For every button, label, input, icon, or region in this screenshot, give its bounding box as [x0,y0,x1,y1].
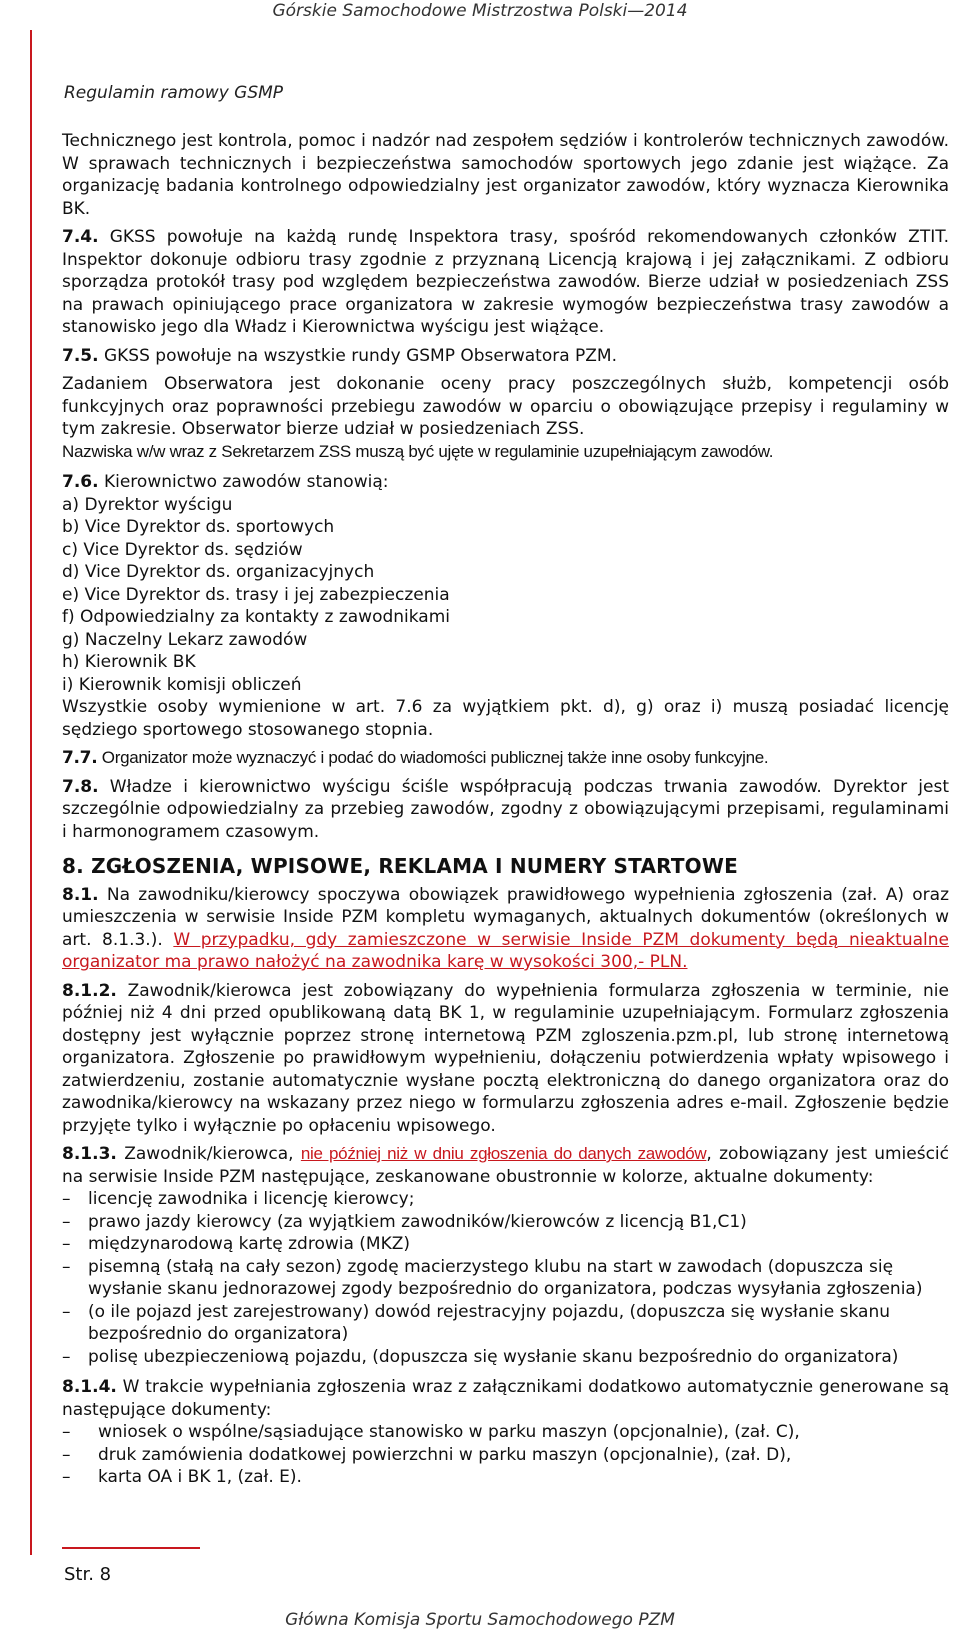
observer-paragraph: Zadaniem Obserwatora jest dokonanie oceny pracy poszczególnych służb, kompetencji osób funkcyjnych oraz poprawności przebiegu zawodów w oparciu o obowiązujące przepisy i regulaminy w tym zakresie. Obserwator bierze udział w posiedzeniach ZSS. [62,374,949,439]
list-item: f) Odpowiedzialny za kontakty z zawodnikami [62,607,451,627]
article-text: Na zawodniku/kierowcy spoczywa obowiązek prawidłowego wypełnienia zgłoszenia (zał. A) oraz umieszczenia w serwisie Inside PZM kompletu wymaganych, aktualnych dokumentów (określonych w art. 8.1.3.). [62,884,949,950]
article-7-4 [62,226,949,339]
list-item [62,1466,949,1489]
list-item-text: karta OA i BK 1, (zał. E). [98,1467,302,1487]
article-8-1-4 [62,1376,949,1421]
list-item: c) Vice Dyrektor ds. sędziów [62,539,303,560]
running-header: Górskie Samochodowe Mistrzostwa Polski—2014 [272,1,688,21]
article-text: Kierownictwo zawodów stanowią: [98,472,389,492]
roles-list [62,494,949,697]
names-paragraph: Nazwiska w/w wraz z Sekretarzem ZSS muszą być ujęte w regulaminie uzupełniającym zawodów. [62,441,774,461]
auto-documents-list [62,1421,949,1489]
documents-list [62,1188,949,1368]
article-7-8 [62,776,949,844]
list-item: h) Kierownik BK [62,652,196,672]
list-item: b) Vice Dyrektor ds. sportowych [62,517,335,537]
list-item-text: międzynarodową kartę zdrowia (MKZ) [88,1234,411,1254]
article-number: 8.1.3. [62,1144,117,1164]
list-item [62,1444,949,1467]
article-7-5 [62,345,949,368]
article-text: Zawodnik/kierowca jest zobowiązany do wypełnienia formularza zgłoszenia w terminie, nie później niż 4 dni przed opublikowaną datą BK 1, w regulaminie uzupełniającym. Formularz zgłoszenia dostępny jest wyłącznie poprzez stronę internetową PZM zgloszenia.pzm.pl, lub stronę internetową organizatora. Zgłoszenie po prawidłowym wypełnieniu, dołączeniu potwierdzenia wpłaty wpisowego i zatwierdzeniu, zostanie automatycznie wysłane pocztą elektroniczną do danego organizatora oraz do zawodnika/kierowcy na wskazany przez niego w formularzu zgłoszenia adres e-mail. Zgłoszenie będzie przyjęte tylko i wyłącznie po opłaceniu wpisowego. [62,980,949,1136]
article-number: 7.7. [62,748,98,768]
penalty-note: W przypadku, gdy zamieszczone w serwisie Inside PZM dokumenty będą nieaktualne organizator ma prawo nałożyć na zawodnika karę w wysokości 300,- PLN. [62,929,949,972]
article-text: GKSS powołuje na wszystkie rundy GSMP Obserwatora PZM. [98,345,617,366]
article-number: 8.1.4. [62,1377,117,1397]
dash-marker: – [62,1422,71,1442]
list-item [62,1301,949,1346]
article-text: GKSS powołuje na każdą rundę Inspektora trasy, spośród rekomendowanych członków ZTIT. Inspektor dokonuje odbioru trasy zgodnie z przyznaną Licencją krajową i jej załącznikami. Z odbioru sporządza protokół trasy pod względem bezpieczeństwa zawodów. Bierze udział w posiedzeniach ZSS na prawach opiniującego prace organizatora w zakresie wymogów bezpieczeństwa trasy zawodów a stanowisko jego dla Władz i Kierownictwa wyścigu jest wiążące. [62,227,949,337]
dash-marker: – [62,1256,71,1277]
section-header: Regulamin ramowy GSMP [64,83,284,103]
article-text: Władze i kierownictwo wyścigu ściśle współpracują podczas trwania zawodów. Dyrektor jest szczególnie odpowiedzialny za przebieg zawodów, zgodny z obowiązującymi przepisami, regulaminami i harmonogramem czasowym. [62,776,949,842]
article-text: Organizator może wyznaczyć i podać do wiadomości publicznej także inne osoby funkcyjne. [97,748,769,767]
list-item [62,1188,949,1211]
article-8-1-2 [62,980,949,1138]
list-item-text: pisemną (stałą na cały sezon) zgodę macierzystego klubu na start w zawodach (dopuszcza się wysłanie skanu jednorazowej zgody bezpośrednio do organizatora, podczas wysyłania zgłoszenia) [88,1256,923,1299]
list-item-text: prawo jazdy kierowcy (za wyjątkiem zawodników/kierowców z licencją B1,C1) [88,1211,747,1232]
list-item: g) Naczelny Lekarz zawodów [62,629,308,650]
article-number: 7.8. [62,776,99,797]
article-number: 7.4. [62,227,99,247]
article-text: W trakcie wypełniania zgłoszenia wraz z załącznikami dodatkowo automatycznie generowane są następujące dokumenty: [62,1377,949,1420]
list-item: a) Dyrektor wyścigu [62,494,233,515]
article-text: Zawodnik/kierowca, [116,1144,301,1164]
article-text: , zobowiązany jest umieścić na serwisie Inside PZM następujące, zeskanowane obustronnie w kolorze, aktualne dokumenty: [62,1144,949,1187]
list-item-text: polisę ubezpieczeniową pojazdu, (dopuszcza się wysłanie skanu bezpośrednio do organizatora) [88,1346,899,1367]
page-number: Str. 8 [64,1564,112,1585]
dash-marker: – [62,1346,71,1367]
list-item-text: (o ile pojazd jest zarejestrowany) dowód rejestracyjny pojazdu, (dopuszcza się wysłanie skanu bezpośrednio do organizatora) [88,1301,891,1344]
document-body [62,130,949,1489]
dash-marker: – [62,1467,71,1487]
article-number: 8.1.2. [62,980,117,1001]
list-item: d) Vice Dyrektor ds. organizacyjnych [62,562,375,582]
list-item [62,1346,949,1369]
margin-rule-horizontal [62,1547,200,1549]
licence-paragraph: Wszystkie osoby wymienione w art. 7.6 za wyjątkiem pkt. d), g) oraz i) muszą posiadać licencję sędziego sportowego stosowanego stopnia. [62,697,949,740]
list-item-text: druk zamówienia dodatkowej powierzchni w parku maszyn (opcjonalnie), (zał. D), [98,1444,792,1465]
running-footer: Główna Komisja Sportu Samochodowego PZM [285,1610,675,1630]
list-item-text: wniosek o wspólne/sąsiadujące stanowisko w parku maszyn (opcjonalnie), (zał. C), [98,1422,800,1442]
dash-marker: – [62,1301,71,1322]
dash-marker: – [62,1234,71,1254]
list-item: e) Vice Dyrektor ds. trasy i jej zabezpieczenia [62,584,450,605]
article-number: 7.6. [62,472,99,492]
list-item-text: licencję zawodnika i licencję kierowcy; [88,1189,415,1209]
margin-rule-vertical [30,30,32,1555]
list-item [62,1211,949,1234]
article-number: 8.1. [62,884,99,905]
article-7-6 [62,471,949,494]
intro-paragraph: Technicznego jest kontrola, pomoc i nadzór nad zespołem sędziów i kontrolerów technicznych zawodów. W sprawach technicznych i bezpieczeństwa samochodów sportowych jego zdanie jest wiążące. Za organizację badania kontrolnego odpowiedzialny jest organizator zawodów, który wyznacza Kierownika BK. [62,131,949,219]
list-item [62,1256,949,1301]
dash-marker: – [62,1211,71,1232]
dash-marker: – [62,1189,71,1209]
dash-marker: – [62,1444,71,1465]
list-item [62,1421,949,1444]
article-8-1 [62,884,949,974]
article-number: 7.5. [62,345,99,366]
list-item [62,1233,949,1256]
list-item: i) Kierownik komisji obliczeń [62,674,302,695]
deadline-note: nie później niż w dniu zgłoszenia do danych zawodów [300,1144,707,1163]
chapter-8-heading: 8. ZGŁOSZENIA, WPISOWE, REKLAMA I NUMERY STARTOWE [62,854,739,878]
article-7-7 [62,747,949,770]
article-8-1-3 [62,1143,949,1188]
